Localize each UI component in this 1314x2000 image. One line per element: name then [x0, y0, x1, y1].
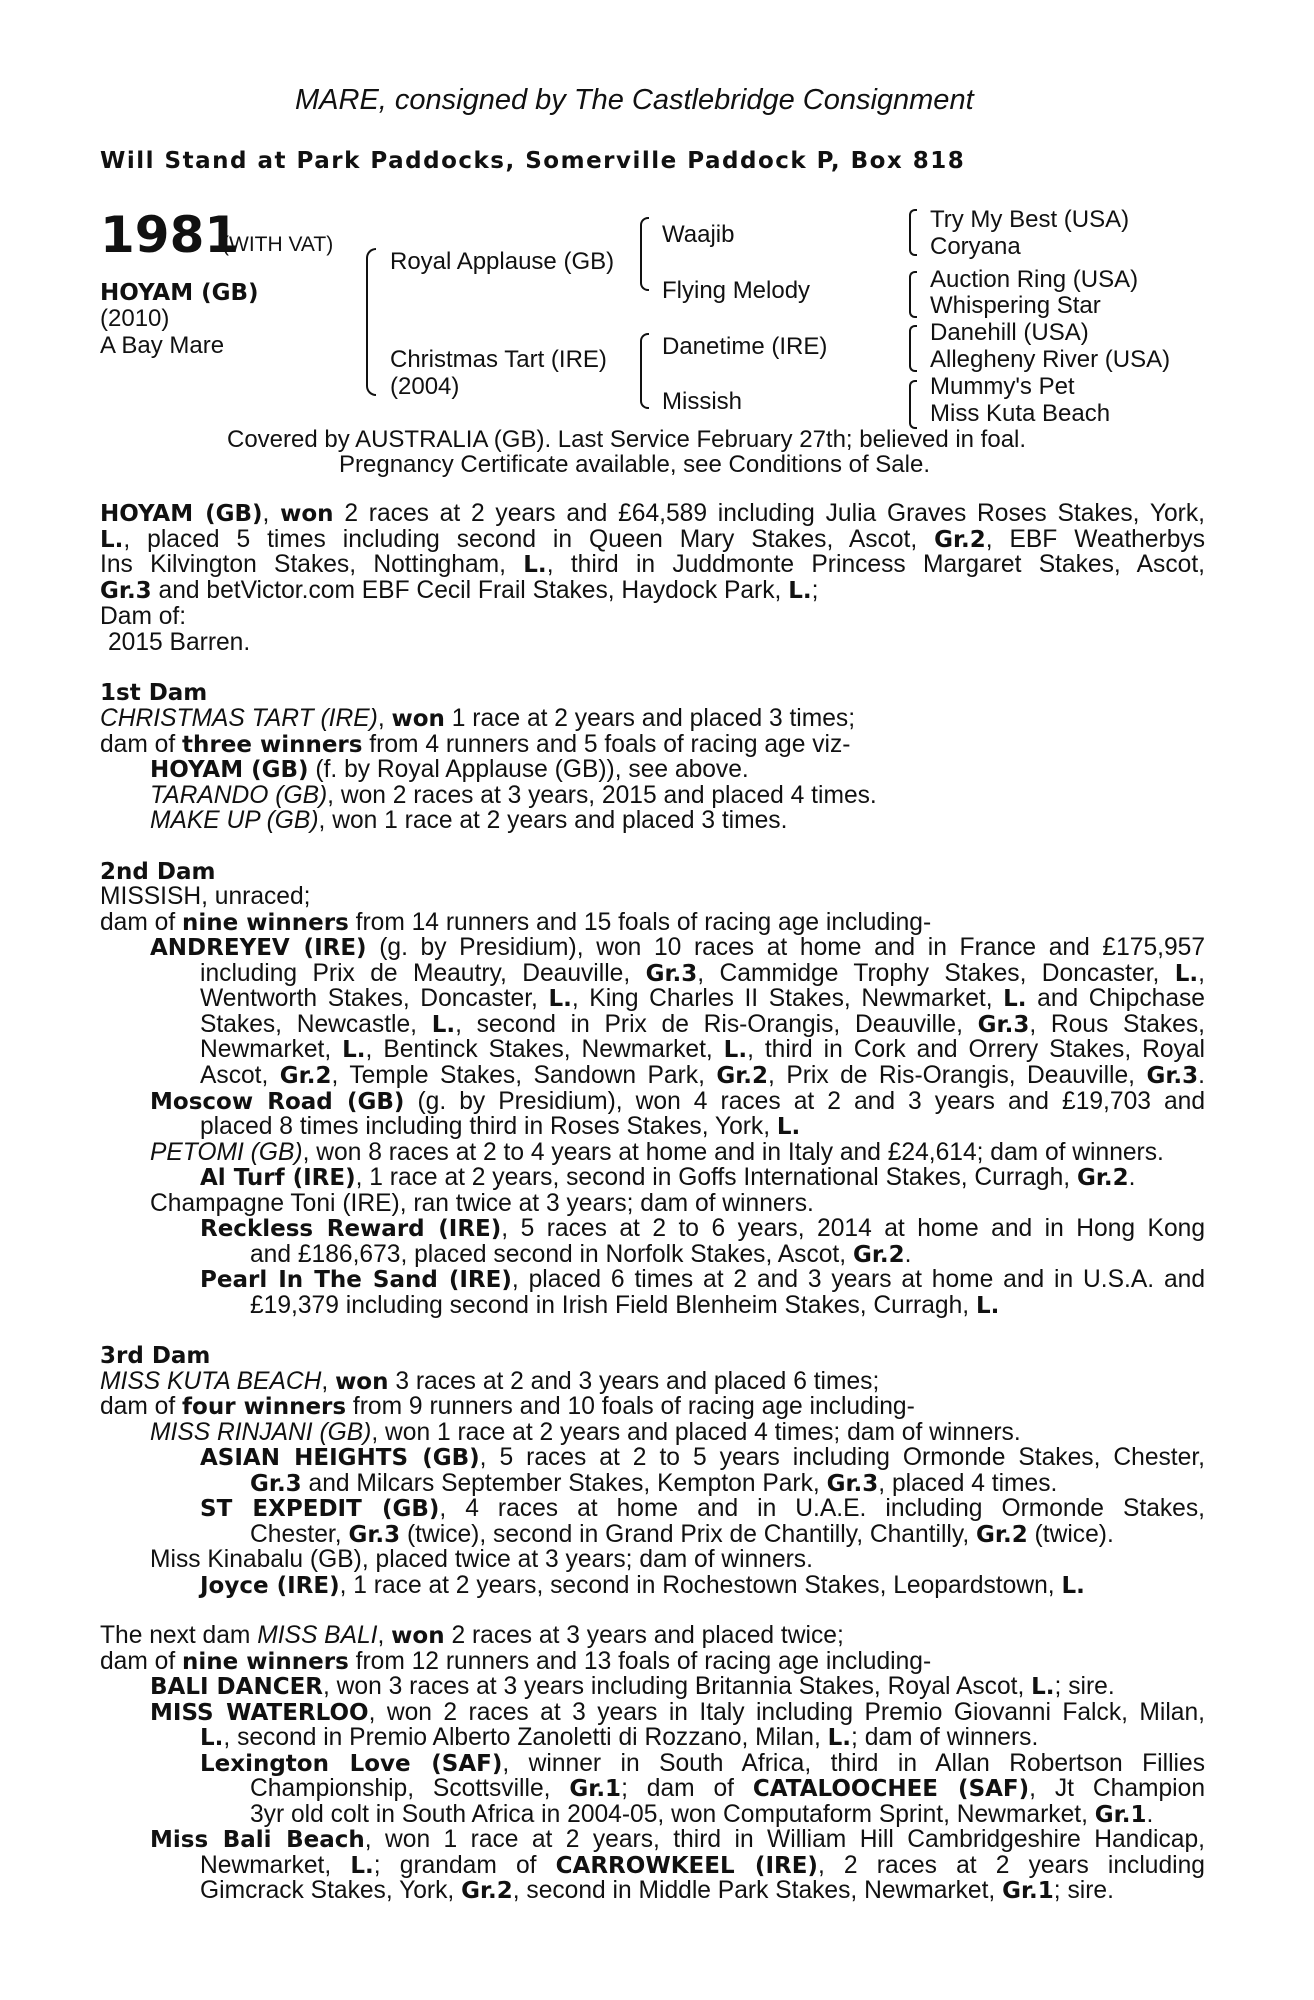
dam-of-label: Dam of: [100, 603, 187, 630]
record-text: , third in Juddmonte Princess Margaret Stakes, Ascot, [546, 551, 1205, 578]
dam1-line-1 [100, 706, 855, 733]
record-text: , winner in South Africa, third in Allan Robertson Fillies [502, 1750, 1205, 1777]
record-text: , second in Middle Park Stakes, Newmarket, [512, 1877, 1003, 1904]
record-text: (twice). [1027, 1521, 1114, 1548]
winners-count: nine winners [182, 910, 349, 936]
record-text: , 4 races at home and in U.A.E. including Ormonde Stakes, [439, 1495, 1205, 1522]
pedigree-dsd: Allegheny River (USA) [930, 346, 1171, 373]
record-text: from 12 runners and 13 foals of racing age including- [348, 1648, 932, 1675]
andreyev-line-3 [200, 986, 1205, 1013]
pedigree-dss: Danehill (USA) [930, 319, 1089, 346]
grade-3: Gr.3 [348, 1522, 401, 1548]
dam3-line-1 [100, 1369, 879, 1396]
record-text: Newmarket, [200, 1036, 343, 1063]
section-heading-1st-dam: 1st Dam [100, 680, 208, 706]
andreyev-line-2 [200, 961, 1205, 988]
grade-1: Gr.1 [1094, 1802, 1147, 1828]
record-text: , Cammidge Trophy Stakes, Doncaster, [697, 960, 1175, 987]
record-text: , placed 6 times at 2 and 3 years at home and in U.S.A. and [511, 1266, 1206, 1293]
grade-1: Gr.1 [1002, 1878, 1054, 1904]
record-text: 2 races at 2 years and £64,589 including Julia Graves Roses Stakes, York, [344, 500, 1205, 527]
record-text: , won 3 races at 3 years including Britannia Stakes, Royal Ascot, [323, 1673, 1032, 1700]
record-text: . [1146, 1801, 1154, 1828]
lexington-love-line-1 [200, 1751, 1205, 1778]
record-text: Wentworth Stakes, Doncaster, [200, 985, 549, 1012]
miss-bali-beach-line-1 [150, 1827, 1205, 1854]
st-expedit-line-2 [250, 1522, 1114, 1549]
pearl-in-the-sand-line-2 [250, 1293, 999, 1320]
record-text: , second in Prix de Ris-Orangis, Deauville, [455, 1011, 978, 1038]
record-text: , EBF Weatherbys [985, 526, 1206, 553]
record-line-4 [100, 578, 818, 605]
record-text: , second in Premio Alberto Zanoletti di Rozzano, Milan, [223, 1724, 828, 1751]
record-text: , won 1 race at 2 years, third in William Hill Cambridgeshire Handicap, [364, 1826, 1205, 1853]
moscow-road-line-1 [150, 1089, 1205, 1116]
grade-listed: L. [350, 1853, 374, 1879]
dam1-name: CHRISTMAS TART (IRE) [100, 705, 378, 732]
record-text: dam of [100, 1393, 183, 1420]
produce-name: MISS RINJANI (GB) [150, 1419, 372, 1446]
produce-name: ASIAN HEIGHTS (GB) [200, 1445, 480, 1471]
pedigree-sire: Royal Applause (GB) [390, 248, 615, 275]
lexington-love-line-2 [250, 1776, 1205, 1803]
andreyev-line-1 [150, 935, 1205, 962]
record-text: , placed 4 times. [878, 1470, 1058, 1497]
pedigree-sss: Try My Best (USA) [930, 206, 1130, 233]
record-text: , Rous Stakes, [1029, 1011, 1205, 1038]
record-won: won [280, 501, 334, 527]
pedigree-sire-sire: Waajib [662, 221, 735, 248]
covered-line: Covered by AUSTRALIA (GB). Last Service February 27th; believed in foal. [227, 426, 1027, 453]
separator: , [377, 1622, 392, 1649]
record-text: . [904, 1241, 912, 1268]
record-text: ; [811, 577, 819, 604]
record-text: Stakes, Newcastle, [200, 1011, 432, 1038]
record-text: Ascot, [200, 1062, 280, 1089]
grade-3: Gr.3 [977, 1012, 1030, 1038]
grade-2: Gr.2 [461, 1878, 513, 1904]
horse-year: (2010) [100, 305, 170, 332]
miss-waterloo-line-2 [200, 1725, 1038, 1752]
record-text: , Prix de Ris-Orangis, Deauville, [768, 1062, 1147, 1089]
record-text: , Bentinck Stakes, Newmarket, [365, 1036, 724, 1063]
miss-kinabalu-line: Miss Kinabalu (GB), placed twice at 3 years; dam of winners. [150, 1546, 813, 1573]
record-text: from 14 runners and 15 foals of racing age including- [348, 909, 932, 936]
winners-count: three winners [182, 732, 363, 758]
next-dam-line-1 [100, 1623, 844, 1650]
pedigree-brace-sd [909, 271, 917, 318]
grade-listed: L. [1061, 1573, 1085, 1599]
pedigree-brace-main [366, 248, 376, 396]
record-text: dam of [100, 909, 183, 936]
reckless-reward-line-1 [200, 1216, 1205, 1243]
grade-3: Gr.3 [1146, 1063, 1199, 1089]
horse-name: HOYAM (GB) [100, 280, 259, 306]
record-text: , won 8 races at 2 to 4 years at home and in Italy and £24,614; dam of winners. [302, 1139, 1164, 1166]
grade-1: Gr.1 [569, 1776, 622, 1802]
miss-bali-beach-line-3 [200, 1878, 1114, 1905]
record-text: ; dam of [621, 1775, 753, 1802]
pedigree-dam-year: (2004) [390, 373, 460, 400]
grade-listed: L. [975, 1293, 1000, 1319]
won-label: won [391, 706, 445, 732]
record-line-1: HOYAM (GB), won 2 races at 2 years and £64,589 including Julia Graves Roses Stakes, York, [100, 500, 1205, 527]
record-name: HOYAM (GB) [100, 501, 263, 527]
grade-listed: L. [548, 986, 572, 1012]
produce-name: Pearl In The Sand (IRE) [200, 1267, 512, 1293]
andreyev-line-6 [200, 1063, 1205, 1090]
produce-name: ST EXPEDIT (GB) [200, 1496, 440, 1522]
grade-listed: L. [342, 1037, 366, 1063]
grade-listed: L. [827, 1725, 852, 1751]
dam1-line-2 [100, 732, 851, 759]
andreyev-line-5 [200, 1037, 1205, 1064]
grade-3: Gr.3 [826, 1471, 879, 1497]
produce-name: MISS WATERLOO [150, 1700, 369, 1726]
produce-name: CARROWKEEL (IRE) [555, 1853, 818, 1879]
grade-2: Gr.2 [716, 1063, 769, 1089]
record-text: Gimcrack Stakes, York, [200, 1877, 462, 1904]
grade-listed: L. [523, 552, 547, 578]
grade-2: Gr.2 [976, 1522, 1028, 1548]
record-line-3 [100, 552, 1205, 579]
miss-rinjani-line [150, 1420, 1021, 1446]
dam2-line-2 [100, 910, 931, 937]
page-title: MARE, consigned by The Castlebridge Consignment [295, 84, 974, 116]
dam1-produce-2 [150, 783, 877, 809]
grade-2: Gr.2 [852, 1242, 905, 1268]
grade-listed: L. [431, 1012, 456, 1038]
produce-name: Joyce (IRE) [200, 1573, 340, 1599]
produce-name: TARANDO (GB) [150, 782, 328, 809]
record-text: 3 races at 2 and 3 years and placed 6 times; [388, 1368, 880, 1395]
dam1-produce-1 [150, 757, 749, 784]
pedigree-dam-sire: Danetime (IRE) [662, 333, 828, 360]
lot-number: 1981 [100, 206, 240, 264]
grade-3: Gr.3 [100, 578, 152, 604]
vat-label: (WITH VAT) [222, 233, 334, 256]
record-text: . [1128, 1164, 1136, 1191]
record-text: ; grandam of [373, 1852, 556, 1879]
pedigree-brace-ss [909, 209, 917, 256]
produce-name: Lexington Love (SAF) [200, 1751, 503, 1777]
record-text: , placed 5 times including second in Queen Mary Stakes, Ascot, [123, 526, 918, 553]
produce-name: Miss Bali Beach [150, 1827, 365, 1853]
grade-2: Gr.2 [934, 527, 986, 553]
record-text: , 5 races at 2 to 5 years including Ormonde Stakes, Chester, [479, 1444, 1205, 1471]
grade-listed: L. [723, 1037, 748, 1063]
record-text: ; sire. [1053, 1877, 1114, 1904]
section-heading-3rd-dam: 3rd Dam [100, 1343, 211, 1369]
record-text: dam of [100, 731, 183, 758]
separator: , [321, 1368, 336, 1395]
record-text: and betVictor.com EBF Cecil Frail Stakes, Haydock Park, [151, 577, 789, 604]
dam1-produce-3 [150, 808, 787, 834]
winners-count: four winners [182, 1394, 347, 1420]
pedigree-brace-dd [909, 380, 917, 429]
record-text: , [1198, 960, 1205, 987]
record-text: Newmarket, [200, 1852, 351, 1879]
grade-3: Gr.3 [645, 961, 698, 987]
record-text: £19,379 including second in Irish Field Blenheim Stakes, Curragh, [250, 1292, 976, 1319]
record-text: 3yr old colt in South Africa in 2004-05, won Computaform Sprint, Newmarket, [250, 1801, 1095, 1828]
record-text: (f. by Royal Applause (GB)), see above. [308, 756, 749, 783]
next-dam-name: MISS BALI [257, 1622, 378, 1649]
pedigree-ssd: Coryana [930, 233, 1021, 260]
record-text: (g. by Presidium), won 10 races at home and in France and £175,957 [366, 934, 1205, 961]
grade-2: Gr.2 [279, 1063, 332, 1089]
champagne-toni-line: Champagne Toni (IRE), ran twice at 3 years; dam of winners. [150, 1190, 814, 1217]
record-text: (twice), second in Grand Prix de Chantilly, Chantilly, [400, 1521, 977, 1548]
pregnancy-line: Pregnancy Certificate available, see Conditions of Sale. [339, 451, 930, 478]
produce-name: BALI DANCER [150, 1674, 323, 1700]
record-text: dam of [100, 1648, 183, 1675]
record-text: Chester, [250, 1521, 349, 1548]
record-text: , won 1 race at 2 years and placed 3 times. [318, 807, 788, 834]
pedigree-sdd: Whispering Star [930, 292, 1101, 319]
grade-listed: L. [1031, 1674, 1055, 1700]
reckless-reward-line-2 [250, 1242, 911, 1269]
record-text: , 1 race at 2 years, second in Goffs International Stakes, Curragh, [355, 1164, 1077, 1191]
asian-heights-line-1 [200, 1445, 1205, 1472]
miss-bali-beach-line-2 [200, 1853, 1205, 1880]
produce-name: PETOMI (GB) [150, 1139, 303, 1166]
produce-name: Moscow Road (GB) [150, 1089, 405, 1115]
pedigree-dds: Mummy's Pet [930, 373, 1075, 400]
st-expedit-line-1 [200, 1496, 1205, 1523]
record-text: , King Charles II Stakes, Newmarket, [571, 985, 1004, 1012]
record-text: , won 2 races at 3 years, 2015 and placed 4 times. [327, 782, 877, 809]
record-text: from 4 runners and 5 foals of racing age viz- [362, 731, 851, 758]
record-text: Ins Kilvington Stakes, Nottingham, [100, 551, 506, 578]
record-text: and £186,673, placed second in Norfolk Stakes, Ascot, [250, 1241, 853, 1268]
record-text: and Milcars September Stakes, Kempton Park, [301, 1470, 827, 1497]
miss-waterloo-line-1 [150, 1700, 1205, 1727]
produce-name: MAKE UP (GB) [150, 807, 319, 834]
pedigree-ddd: Miss Kuta Beach [930, 400, 1111, 427]
grade-3: Gr.3 [250, 1471, 302, 1497]
record-text: including Prix de Meautry, Deauville, [200, 960, 646, 987]
won-label: won [391, 1623, 445, 1649]
record-text: from 9 runners and 10 foals of racing age including- [346, 1393, 915, 1420]
record-text: placed 8 times including third in Roses Stakes, York, [200, 1113, 777, 1140]
separator: , [377, 705, 392, 732]
grade-listed: L. [1174, 961, 1199, 987]
grade-2: Gr.2 [1076, 1165, 1129, 1191]
bali-dancer-line [150, 1674, 1115, 1701]
pedigree-dam: Christmas Tart (IRE) [390, 346, 607, 373]
next-dam-line-2 [100, 1649, 931, 1676]
pedigree-brace-sire [640, 217, 649, 291]
winners-count: nine winners [182, 1649, 349, 1675]
andreyev-line-4 [200, 1012, 1205, 1039]
record-text: . [1198, 1062, 1205, 1089]
record-text: , won 1 race at 2 years and placed 4 times; dam of winners. [371, 1419, 1021, 1446]
section-heading-2nd-dam: 2nd Dam [100, 859, 216, 885]
produce-name: ANDREYEV (IRE) [150, 935, 367, 961]
record-text: , third in Cork and Orrery Stakes, Royal [747, 1036, 1205, 1063]
grade-listed: L. [776, 1114, 801, 1140]
grade-listed: L. [788, 578, 812, 604]
record-text: 1 race at 2 years and placed 3 times; [444, 705, 856, 732]
pedigree-dam-dam: Missish [662, 388, 743, 415]
record-text: , 5 races at 2 to 6 years, 2014 at home and in Hong Kong [501, 1215, 1205, 1242]
record-text: Championship, Scottsville, [250, 1775, 570, 1802]
record-text: 2 races at 3 years and placed twice; [444, 1622, 844, 1649]
dam3-line-2 [100, 1394, 915, 1421]
joyce-line [200, 1573, 1085, 1600]
asian-heights-line-2 [250, 1471, 1057, 1498]
pedigree-sds: Auction Ring (USA) [930, 266, 1139, 293]
record-text: , won 2 races at 3 years in Italy including Premio Giovanni Falck, Milan, [368, 1699, 1205, 1726]
record-text: ; dam of winners. [851, 1724, 1039, 1751]
grade-listed: L. [1003, 986, 1027, 1012]
produce-name: CATALOOCHEE (SAF) [752, 1776, 1030, 1802]
moscow-road-line-2 [200, 1114, 800, 1141]
dam2-line-1: MISSISH, unraced; [100, 883, 311, 910]
petomi-line [150, 1140, 1164, 1166]
al-turf-line [200, 1165, 1135, 1192]
produce-record: 2015 Barren. [108, 629, 251, 656]
produce-name: Al Turf (IRE) [200, 1165, 356, 1191]
record-line-2 [100, 527, 1205, 554]
record-text: , Temple Stakes, Sandown Park, [331, 1062, 717, 1089]
dam3-name: MISS KUTA BEACH [100, 1368, 322, 1395]
pedigree-brace-ds [909, 325, 917, 372]
produce-name: Reckless Reward (IRE) [200, 1216, 502, 1242]
won-label: won [335, 1369, 389, 1395]
record-text: The next dam [100, 1622, 258, 1649]
grade-listed: L. [200, 1725, 224, 1751]
pearl-in-the-sand-line-1 [200, 1267, 1205, 1294]
record-text: (g. by Presidium), won 4 races at 2 and 3 years and £19,703 and [404, 1088, 1206, 1115]
horse-description: A Bay Mare [100, 332, 225, 359]
produce-name: HOYAM (GB) [150, 757, 309, 783]
record-text: , 1 race at 2 years, second in Rochestown Stakes, Leopardstown, [339, 1572, 1062, 1599]
record-text: , 2 races at 2 years including [817, 1852, 1205, 1879]
record-text: and Chipchase [1026, 985, 1205, 1012]
pedigree-sire-dam: Flying Melody [662, 277, 811, 304]
record-text: ; sire. [1054, 1673, 1115, 1700]
lexington-love-line-3 [250, 1802, 1153, 1829]
record-text: , Jt Champion [1029, 1775, 1205, 1802]
pedigree-brace-dam [640, 333, 649, 409]
stand-location: Will Stand at Park Paddocks, Somerville Paddock P, Box 818 [100, 148, 966, 174]
grade-listed: L. [100, 527, 124, 553]
